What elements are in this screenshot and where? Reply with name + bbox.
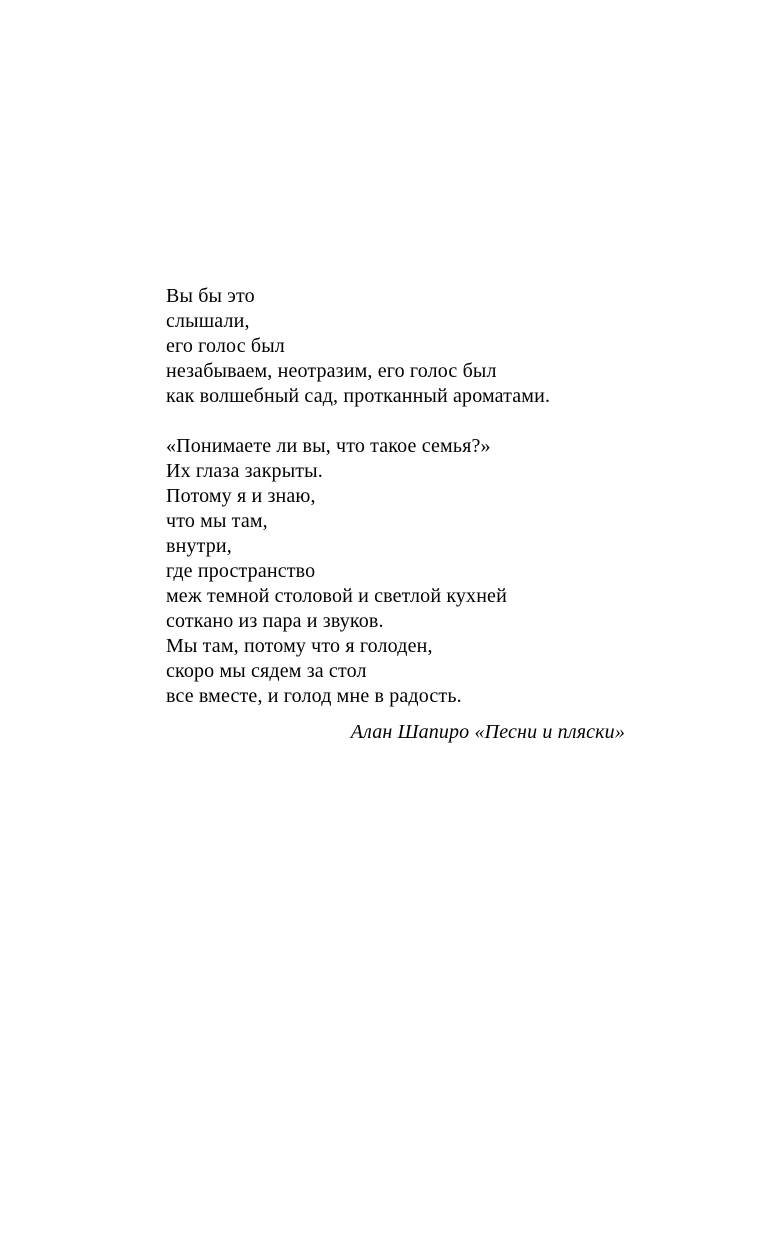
poem-line: Потому я и знаю, (166, 485, 316, 507)
poem-line: внутри, (166, 535, 232, 557)
poem-line: все вместе, и голод мне в радость. (166, 685, 462, 707)
epigraph-attribution: Алан Шапиро «Песни и пляски» (350, 721, 625, 743)
poem-line: скоро мы сядем за стол (166, 660, 367, 682)
poem-stanza-1 (166, 284, 636, 409)
poem-line: как волшебный сад, протканный ароматами. (166, 385, 551, 407)
poem-line: «Понимаете ли вы, что такое семья?» (166, 435, 491, 457)
poem-line: Их глаза закрыты. (166, 460, 323, 482)
poem-line: его голос был (166, 335, 285, 357)
poem-line: Вы бы это (166, 285, 255, 307)
poem-line: соткано из пара и звуков. (166, 610, 384, 632)
poem-line: что мы там, (166, 510, 268, 532)
poem-line: слышали, (166, 310, 250, 332)
poem-line: где пространство (166, 560, 316, 582)
poem-stanza-2 (166, 434, 636, 709)
poem-line: незабываем, неотразим, его голос был (166, 360, 497, 382)
poem-line: меж темной столовой и светлой кухней (166, 585, 507, 607)
poem-line: Мы там, потому что я голоден, (166, 635, 433, 657)
epigraph-poem (166, 284, 636, 745)
